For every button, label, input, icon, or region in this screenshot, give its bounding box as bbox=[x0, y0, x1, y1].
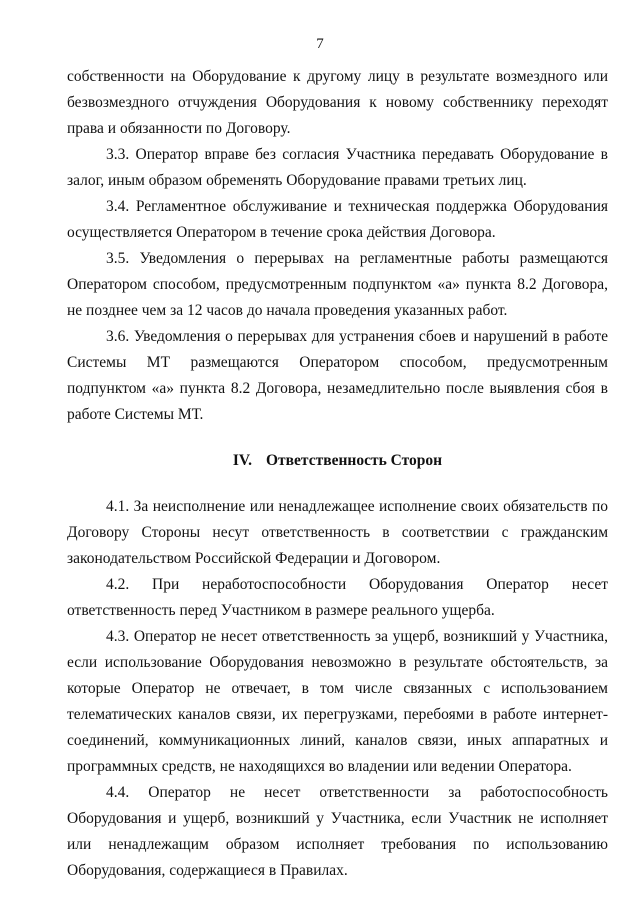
section-heading bbox=[67, 448, 608, 474]
page-number: 7 bbox=[316, 36, 324, 52]
clause-4-1: 4.1. За неисполнение или ненадлежащее исполнение своих обязательств по Договору Стороны несут ответственность в соответствии с гражданским законодательством Российской Федерации и Договором. bbox=[67, 498, 608, 567]
document-body bbox=[67, 64, 608, 884]
section-title: Ответственность Сторон bbox=[266, 452, 443, 469]
clause-3-3: 3.3. Оператор вправе без согласия Участника передавать Оборудование в залог, иным образом обременять Оборудование правами третьих лиц. bbox=[67, 146, 608, 189]
clause-3-6: 3.6. Уведомления о перерывах для устранения сбоев и нарушений в работе Системы МТ размещаются Оператором способом, предусмотренным подпунктом «а» пункта 8.2 Договора, незамедлительно после выявления сбоя в работе Системы МТ. bbox=[67, 328, 608, 423]
clause-3-5: 3.5. Уведомления о перерывах на регламентные работы размещаются Оператором способом, предусмотренным подпунктом «а» пункта 8.2 Договора, не позднее чем за 12 часов до начала проведения указанных работ. bbox=[67, 250, 608, 319]
section-number: IV. bbox=[232, 452, 252, 469]
clause-4-3: 4.3. Оператор не несет ответственность за ущерб, возникший у Участника, если использование Оборудования невозможно в результате обстоятельств, за которые Оператор не отвечает, в том числе связанных с использованием телематических каналов связи, их перегрузками, перебоями в работе интернет-соединений, коммуникационных линий, каналов связи, иных аппаратных и программных средств, не находящихся во владении или ведении Оператора. bbox=[67, 628, 608, 775]
clause-4-4: 4.4. Оператор не несет ответственности за работоспособность Оборудования и ущерб, возникший у Участника, если Участник не исполняет или ненадлежащим образом исполняет требования по использованию Оборудования, содержащиеся в Правилах. bbox=[67, 784, 608, 879]
clause-4-2: 4.2. При неработоспособности Оборудования Оператор несет ответственность перед Участником в размере реального ущерба. bbox=[67, 576, 608, 619]
paragraph-continuation: собственности на Оборудование к другому лицу в результате возмездного или безвозмездного отчуждения Оборудования к новому собственнику переходят права и обязанности по Договору. bbox=[67, 68, 608, 137]
clause-3-4: 3.4. Регламентное обслуживание и техническая поддержка Оборудования осуществляется Оператором в течение срока действия Договора. bbox=[67, 198, 608, 241]
